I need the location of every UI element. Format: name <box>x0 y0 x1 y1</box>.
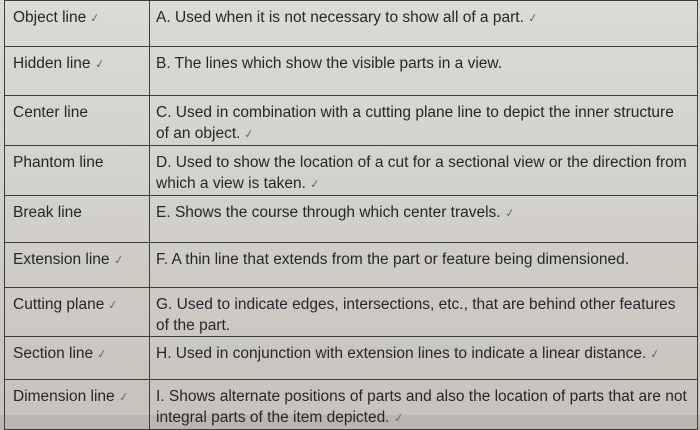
term-extension-line: Extension line <box>13 251 110 268</box>
term-center-line: Center line <box>13 104 88 121</box>
term-cutting-plane: Cutting plane <box>13 296 105 313</box>
term-break-line: Break line <box>13 204 82 221</box>
check-mark-icon: ✓ <box>308 176 321 192</box>
matching-table <box>4 0 698 430</box>
description-g: G. Used to indicate edges, intersections, etc., that are behind other features of the part. <box>156 296 676 334</box>
description-b: B. The lines which show the visible parts in a view. <box>156 55 503 72</box>
term-object-line: Object line <box>13 9 87 26</box>
check-mark-icon: ✓ <box>526 10 539 26</box>
description-e: E. Shows the course through which center travels. <box>156 204 501 221</box>
term-hidden-line: Hidden line <box>13 55 91 72</box>
table-row <box>5 380 698 430</box>
check-mark-icon: ✓ <box>107 297 120 313</box>
table-row <box>5 96 698 146</box>
check-mark-icon: ✓ <box>503 205 516 221</box>
description-h: H. Used in conjunction with extension lines to indicate a linear distance. <box>156 345 647 362</box>
description-a: A. Used when it is not necessary to show all of a part. <box>156 9 524 26</box>
check-mark-icon: ✓ <box>112 252 125 268</box>
description-c: C. Used in combination with a cutting plane line to depict the inner structure of an object. <box>156 104 674 142</box>
table-row <box>5 47 698 96</box>
check-mark-icon: ✓ <box>392 410 405 426</box>
check-mark-icon: ✓ <box>96 346 109 362</box>
table-row <box>5 196 698 243</box>
table-row <box>5 337 698 380</box>
table-row <box>5 1 698 47</box>
table-row <box>5 288 698 337</box>
check-mark-icon: ✓ <box>649 346 662 362</box>
check-mark-icon: ✓ <box>89 10 102 26</box>
check-mark-icon: ✓ <box>93 56 106 72</box>
table-row <box>5 243 698 288</box>
description-f: F. A thin line that extends from the part or feature being dimensioned. <box>156 251 630 268</box>
description-d: D. Used to show the location of a cut for a sectional view or the direction from which a view is taken. <box>156 154 687 192</box>
check-mark-icon: ✓ <box>117 389 130 405</box>
term-dimension-line: Dimension line <box>13 388 115 405</box>
description-i: I. Shows alternate positions of parts and also the location of parts that are not integral parts of the item depicted. <box>156 388 687 426</box>
check-mark-icon: ✓ <box>243 126 256 142</box>
term-section-line: Section line <box>13 345 94 362</box>
term-phantom-line: Phantom line <box>13 154 104 171</box>
table-row <box>5 146 698 196</box>
